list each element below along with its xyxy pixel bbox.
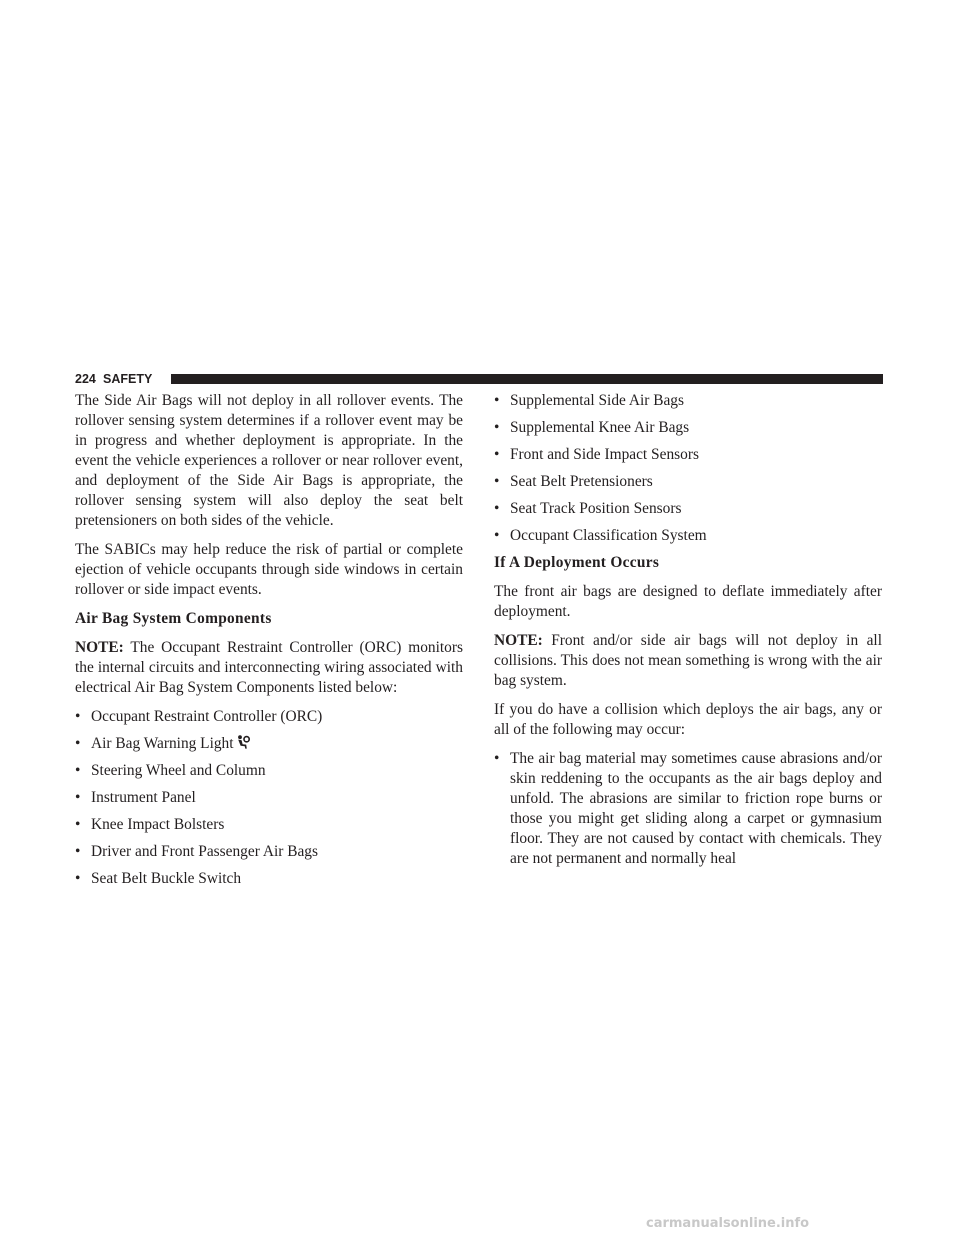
bullet: • bbox=[75, 816, 81, 833]
list-item: • Seat Belt Pretensioners bbox=[494, 473, 653, 490]
deployment-note bbox=[494, 631, 882, 691]
list-item: • Occupant Restraint Controller (ORC) bbox=[75, 708, 323, 725]
bullet: • bbox=[75, 843, 81, 860]
note-label: NOTE: bbox=[75, 639, 124, 656]
bullet: • bbox=[494, 392, 500, 409]
list-item bbox=[494, 749, 882, 869]
bullet: • bbox=[494, 473, 500, 490]
bullet: • bbox=[75, 789, 81, 806]
air-bag-warning-icon bbox=[236, 735, 250, 749]
bullet: • bbox=[75, 708, 81, 725]
sabic-paragraph: The SABICs may help reduce the risk of partial or complete ejection of vehicle occupants through side windows in certain rollover or side impact events. bbox=[75, 541, 463, 598]
note-text: The Occupant Restraint Controller (ORC) monitors the internal circuits and interconnecting wiring associated with electrical Air Bag System Components listed below: bbox=[75, 639, 463, 696]
list-item: • Knee Impact Bolsters bbox=[75, 816, 225, 833]
list-item: • Air Bag Warning Light bbox=[75, 734, 463, 754]
list-item: • Steering Wheel and Column bbox=[75, 762, 266, 779]
watermark bbox=[646, 1214, 946, 1234]
rollover-paragraph: The Side Air Bags will not deploy in all rollover events. The rollover sensing system determines if a rollover event may be in progress and whether deployment is appropriate. In the event the vehicle experiences a rollover or near rollover event, and deployment of the Side Air Bags is appropriate, the rollover sensing system will also deploy the seat belt pretensioners on both sides of the vehicle. bbox=[75, 392, 463, 529]
bullet: • bbox=[494, 500, 500, 517]
list-item: • Seat Track Position Sensors bbox=[494, 500, 682, 517]
deflate-paragraph: The front air bags are designed to deflate immediately after deployment. bbox=[494, 583, 882, 620]
components-heading: Air Bag System Components bbox=[75, 610, 272, 627]
collision-paragraph: If you do have a collision which deploys the air bags, any or all of the following may occur: bbox=[494, 701, 882, 738]
effects-list bbox=[494, 749, 882, 869]
deployment-heading: If A Deployment Occurs bbox=[494, 554, 660, 571]
list-item: • Front and Side Impact Sensors bbox=[494, 446, 699, 463]
section-title: SAFETY bbox=[103, 372, 153, 386]
list-item: • Occupant Classification System bbox=[494, 527, 707, 544]
bullet: • bbox=[494, 750, 500, 767]
left-column bbox=[75, 391, 463, 896]
list-item: • Seat Belt Buckle Switch bbox=[75, 870, 242, 887]
bullet: • bbox=[494, 527, 500, 544]
bullet: • bbox=[75, 735, 81, 752]
list-item: • Driver and Front Passenger Air Bags bbox=[75, 843, 318, 860]
bullet: • bbox=[494, 446, 500, 463]
list-item: • Supplemental Knee Air Bags bbox=[494, 419, 690, 436]
bullet: • bbox=[75, 762, 81, 779]
header-rule bbox=[171, 374, 883, 384]
bullet: • bbox=[75, 870, 81, 887]
components-list bbox=[75, 707, 463, 889]
components-note bbox=[75, 638, 463, 698]
note-text: Front and/or side air bags will not deploy in all collisions. This does not mean something is wrong with the air bag system. bbox=[494, 632, 882, 689]
abrasion-text: The air bag material may sometimes cause abrasions and/or skin reddening to the occupants as the air bags deploy and unfold. The abrasions are similar to friction rope burns or those you might get sliding along a carpet or gymnasium floor. They are not caused by contact with chemicals. They are not permanent and normally heal bbox=[510, 750, 882, 867]
page-header bbox=[75, 372, 883, 386]
page-number: 224 bbox=[75, 372, 96, 386]
list-item: • Supplemental Side Air Bags bbox=[494, 392, 684, 409]
components-list-continued bbox=[494, 391, 882, 546]
watermark-text: carmanualsonline.info bbox=[646, 1216, 810, 1231]
note-label: NOTE: bbox=[494, 632, 543, 649]
right-column bbox=[494, 391, 882, 876]
list-item: • Instrument Panel bbox=[75, 789, 196, 806]
bullet: • bbox=[494, 419, 500, 436]
